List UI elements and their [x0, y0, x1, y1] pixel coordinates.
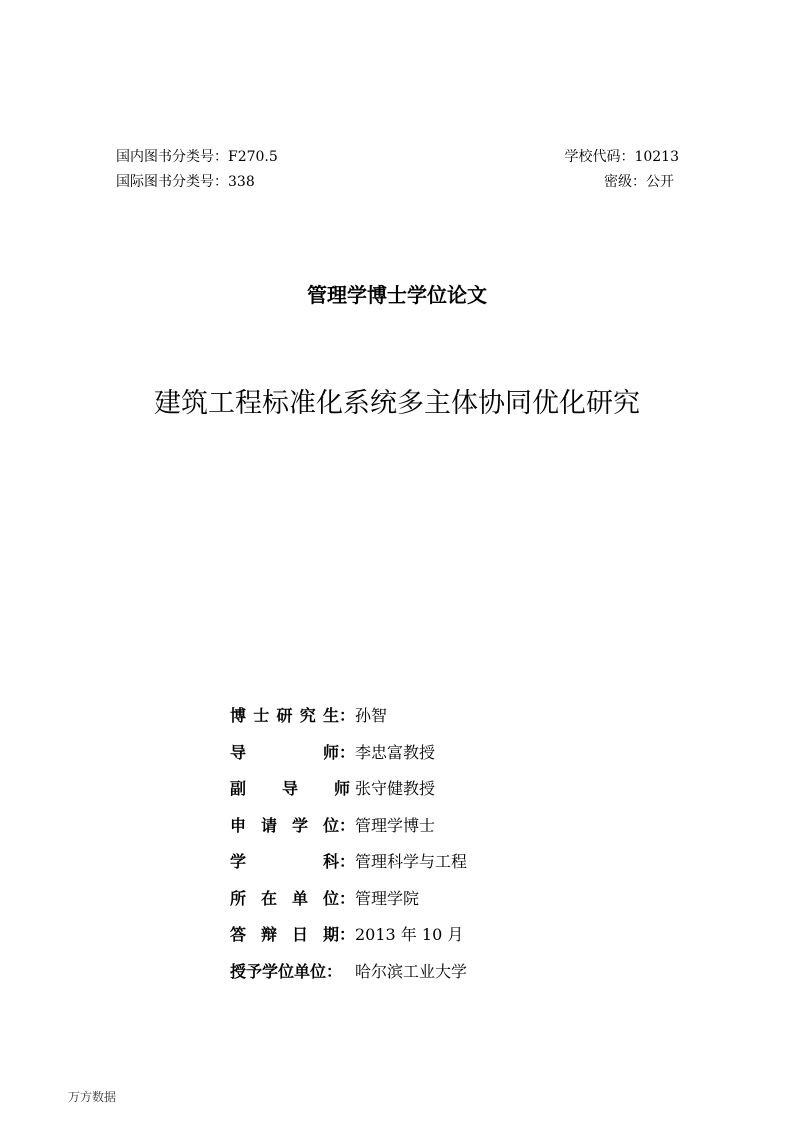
- info-label: 副 导 师: [230, 779, 350, 798]
- info-label: 所 在 单 位：: [230, 888, 355, 908]
- info-label: 申 请 学 位：: [230, 815, 355, 835]
- info-value: 管理学院: [355, 888, 420, 908]
- info-value: 孙智: [355, 706, 388, 725]
- thesis-info-block: [230, 704, 650, 996]
- info-value: 管理学博士: [355, 815, 436, 835]
- thesis-title: 建筑工程标准化系统多主体协同优化研究: [154, 388, 640, 419]
- degree-title: 管理学博士学位论文: [307, 283, 487, 307]
- wanfang-watermark: 万方数据: [68, 1090, 117, 1104]
- info-label: 授予学位单位：: [230, 961, 343, 981]
- info-value: 哈尔滨工业大学: [355, 961, 468, 981]
- info-row-department: [230, 887, 650, 924]
- info-value: 管理科学与工程: [355, 852, 468, 871]
- info-row-candidate: [230, 704, 650, 741]
- domestic-classification: 国内图书分类号：F270.5: [116, 149, 278, 165]
- info-row-supervisor: [230, 741, 650, 778]
- international-classification: 国际图书分类号：338: [116, 174, 255, 190]
- info-label: 博 士 研 究 生：: [230, 706, 355, 725]
- info-row-granting-institution: [230, 960, 650, 997]
- secrecy-level: 密级：公开: [604, 174, 674, 190]
- info-row-degree: [230, 814, 650, 851]
- info-value: 张守健教授: [355, 779, 436, 798]
- info-row-discipline: [230, 850, 650, 887]
- info-row-defense-date: [230, 923, 650, 960]
- info-row-co-supervisor: [230, 777, 650, 814]
- info-label: 导 师：: [230, 742, 355, 762]
- school-code: 学校代码：10213: [564, 149, 679, 165]
- info-value: 2013 年 10 月: [355, 925, 464, 944]
- info-label: 答 辩 日 期：: [230, 925, 355, 944]
- info-value: 李忠富教授: [355, 742, 436, 762]
- info-label: 学 科：: [230, 852, 355, 871]
